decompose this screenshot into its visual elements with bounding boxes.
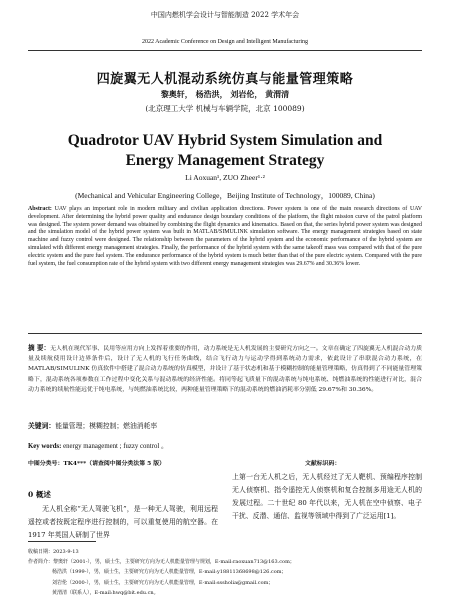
abstract-cn-label: 摘 要： [28, 344, 51, 352]
abstract-en-label: Abstract: [28, 206, 52, 212]
intro-right-column: 上第一台无人机之后，无人机经过了无人靶机、预编程序控制无人侦察机、指令遥控无人侦察机和复合控制多用途无人机的发展过程。二十世纪 80 年代以来，无人机在空中侦察、电子干扰、反潜、通信、监视等领域中得到了广泛运用[1]。 [232, 473, 422, 520]
abstract-cn [28, 343, 422, 395]
keywords-en-label: Key words: [28, 443, 62, 450]
header-rule [28, 50, 422, 51]
abstract-cn-text: 无人机在现代军事、民用等应用方向上发挥着重要的作用，动力系统是无人机发展的主要研究方向之一。文章在确定了四旋翼无人机混合动力质量及续航使用设计边界条件后，设计了无人机的飞行任务曲线，结合飞行动力与运动学得到系统动力需求，依此设计了串联混合动力系统，在 MATLAB/SIMULINK 仿真软件中搭建了混合动力系统的仿真模型，并设计了基于状态机和基于模糊控制的能量管理策略，仿真得到了不同能量管理策略下，混动系统各项参数在工作过程中变化关系与混动系统的经济性能。将同等起飞质量下的混动系统与纯电系统、纯燃油系统的性能进行对比，混合动力系统的续航性能远优于纯电系统，与纯燃油系统比较，两种能量管理策略下的混动系统的燃油消耗率分别低 29.67%和 30.36%。 [28, 346, 423, 393]
section-heading: 0 概述 [28, 490, 51, 499]
document-code: 文献标识码： [305, 460, 341, 467]
footnote-rule [28, 541, 96, 542]
footnotes [28, 547, 422, 598]
abstract-divider [28, 333, 422, 334]
footnote-author4: 黄渭清（联系人），E-mail:hwq@bit.edu.cn。 [52, 589, 159, 596]
keywords-cn-text: 能量管理；模糊控制；燃油消耗率 [55, 422, 158, 430]
footnote-author1: 作者简介：黎奥轩（2001-），男，硕士生，主要研究方向为无人机能量管理与规划，E-mail:raoxuan713@163.com； [28, 559, 295, 566]
title-en-line1: Quadrotor UAV Hybrid System Simulation and [67, 132, 383, 149]
abstract-en-text: UAV plays an important role in modern military and civilian application directions. Power system is one of the main research directions of UAV development. After determining the hybrid power quality and endurance design boundary conditions of the platform, the flight mission curve of the patrol platform was designed. The system power demand was obtained by combining the flight dynamics and kinematics. Based on that, the series hybrid power system was designed and the simulation model of the hybrid power system was built in MATLAB/SIMULINK simulation software. The energy management strategies based on state machine and fuzzy control were designed. The relationship between the parameters of the hybrid system and the economic performance of the hybrid system are simulated with different energy management strategies. Finally, the performance of the hybrid system with the same takeoff mass was compared with that of the pure electric system and the pure fuel system. The endurance performance of the hybrid system is much better than that of the pure electric system. Compared with the pure fuel system, the fuel consumption rate of the hybrid system with two different energy management strategies was 29.67% and 30.36% lower. [28, 206, 422, 267]
affiliation-en: (Mechanical and Vehicular Engineering College，Beijing Institute of Technology，100089, China) [75, 191, 375, 200]
clc-number: 中图分类号：TK4***（请查阅中图分类法第 5 版） [28, 460, 166, 467]
title-en-line2: Energy Management Strategy [125, 152, 325, 169]
authors-cn: 黎奥轩， 杨浩洪， 刘岩伦， 黄渭清 [160, 89, 290, 99]
running-header-en: 2022 Academic Conference on Design and Intelligent Manufacturing [141, 39, 309, 45]
keywords-cn-label: 关键词： [28, 422, 56, 430]
footnote-author2: 杨浩洪（1999-），男，硕士生，主要研究方向为无人机能量管理，E-mail:y18811368698@126.com； [52, 569, 287, 576]
intro-left-column [28, 503, 218, 542]
running-header-cn: 中国内燃机学会设计与智能制造 2022 学术年会 [150, 11, 300, 19]
authors-en: Li Aoxuan¹, ZUO Zheer¹·² [185, 173, 265, 182]
footnote-author3: 刘岩伦（2000-），男，硕士生，主要研究方向为无人机能量管理，E-mail:sssholia@gmail.com； [52, 579, 274, 586]
keywords-en-text: energy management ; fuzzy control 。 [61, 443, 168, 450]
footnote-received: 收稿日期：2023-9-13 [28, 549, 79, 555]
intro-left-text: 无人机全称“无人驾驶飞机”，是一种无人驾驶，利用远程遥控或者按既定程序进行控制的，可以重复使用的航空器。在 1917 年英国人研制了世界 [28, 505, 218, 539]
keywords-en [28, 440, 422, 450]
title-en [0, 131, 450, 171]
title-cn: 四旋翼无人机混动系统仿真与能量管理策略 [96, 72, 354, 87]
keywords-cn [28, 420, 422, 430]
abstract-en [28, 206, 422, 268]
affiliation-cn: (北京理工大学 机械与车辆学院，北京 100089) [145, 104, 305, 113]
